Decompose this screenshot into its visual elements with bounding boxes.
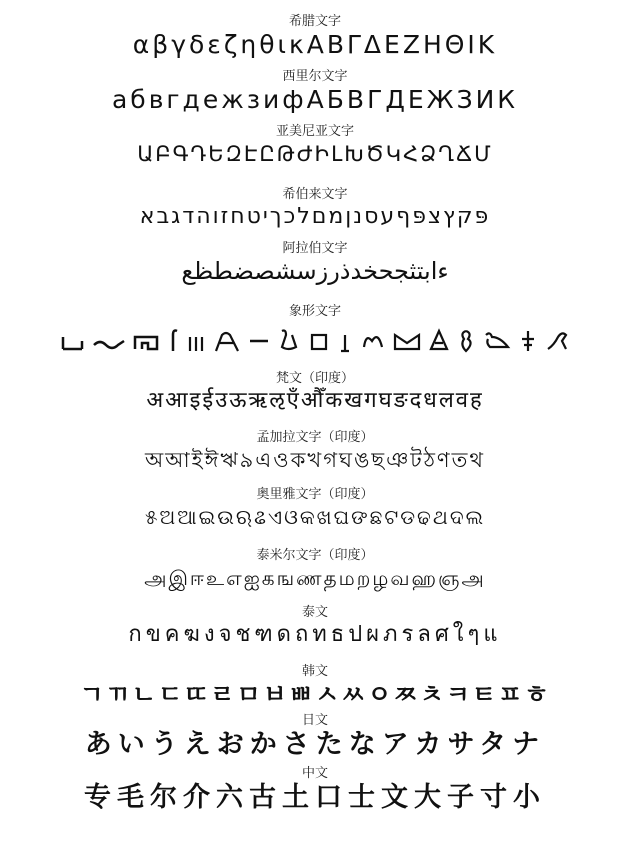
- arabic-letters: ءابتثجحخدذرزسشصضطظع: [181, 257, 449, 285]
- cyrillic-letters: абвгдежзифАБВГДЕЖЗИК: [111, 85, 519, 114]
- bengali-letters: অআইঈঋ৯এওকখগঘঙছঞটঠণতথ: [145, 448, 485, 472]
- korean-letters: ㄱㄲㄴㄷㄸㄹㅁㅂㅃㅅㅆㅇㅉㅊㅋㅌㅍㅎ: [79, 680, 551, 709]
- tamil-letters: அஇஈஉஎஐகஙணதமறழவஹஞஅ: [144, 566, 486, 590]
- horned-viper-icon: [92, 327, 126, 353]
- arabic-section: [0, 241, 630, 286]
- hieroglyph-row: [0, 323, 630, 357]
- thai-section: [0, 605, 630, 650]
- hebrew-letters: פּקץצפּףעסנןמםלכךיטחזוהדגבא: [139, 204, 491, 229]
- basket-icon: [336, 327, 354, 353]
- chinese-label: 中文: [301, 766, 328, 781]
- arm-icon: [60, 327, 86, 353]
- tamil-section: [0, 548, 630, 593]
- hebrew-section: [0, 187, 630, 232]
- bengali-label: 孟加拉文字（印度）: [256, 430, 374, 445]
- greek-label: 希腊文字: [288, 14, 341, 29]
- lake-icon: [392, 327, 422, 353]
- cyrillic-section: [0, 69, 630, 116]
- oriya-section: [0, 487, 630, 532]
- vulture-icon: [212, 327, 242, 353]
- oriya-letters: ୫ଅଆଇଉଋଌଏଓକଖଘଙଛଟଡଢଥଦଲ: [144, 505, 486, 529]
- hebrew-label: 希伯来文字: [282, 187, 348, 202]
- armenian-label: 亚美尼亚文字: [275, 124, 354, 139]
- ankh-cross-icon: [518, 327, 538, 353]
- korean-section: [0, 664, 630, 711]
- hill-slope-icon: [428, 327, 450, 353]
- armenian-letters: ԱԲԳԴԵԶԷԸԹԺԻԼԽԾԿՀՁՂՃՄ: [137, 142, 493, 166]
- water-pool-icon: [308, 327, 330, 353]
- bird-icon: [482, 327, 512, 353]
- house-plan-icon: [132, 327, 160, 353]
- japanese-label: 日文: [301, 713, 328, 728]
- hieroglyph-label: 象形文字: [288, 304, 341, 319]
- hieroglyph-section: [0, 304, 630, 357]
- devanagari-letters: अआइईउऊऋऌएँऔँकखगघङदधलवह: [146, 388, 484, 413]
- flat-stroke-icon: [248, 327, 270, 353]
- oriya-label: 奥里雅文字（印度）: [256, 487, 374, 502]
- tamil-label: 泰米尔文字（印度）: [256, 548, 374, 563]
- devanagari-label: 梵文（印度）: [275, 371, 354, 386]
- tally-strokes-icon: [186, 327, 206, 353]
- reed-leaf-icon: [360, 327, 386, 353]
- chinese-section: [0, 766, 630, 815]
- lion-icon: [544, 327, 570, 353]
- arabic-label: 阿拉伯文字: [282, 241, 348, 256]
- reed-icon: [166, 327, 180, 353]
- chinese-letters: 专毛尔介六古土口士文大子寸小: [84, 782, 546, 813]
- quail-chick-icon: [456, 327, 476, 353]
- devanagari-section: [0, 371, 630, 416]
- armenian-section: [0, 124, 630, 169]
- thai-label: 泰文: [301, 605, 328, 620]
- thai-letters: กขคฆงจชฑดถทธปผภรลศใๆแ: [128, 622, 502, 647]
- greek-section: [0, 14, 630, 61]
- greek-letters: αβγδεζηθικΑΒΓΔΕΖΗΘΙΚ: [132, 30, 498, 59]
- cyrillic-label: 西里尔文字: [282, 69, 348, 84]
- japanese-letters: あいうえおかさたなアカサタナ: [84, 729, 546, 760]
- bengali-section: [0, 430, 630, 475]
- owl-icon: [276, 327, 302, 353]
- japanese-section: [0, 713, 630, 762]
- korean-label: 韩文: [301, 664, 328, 679]
